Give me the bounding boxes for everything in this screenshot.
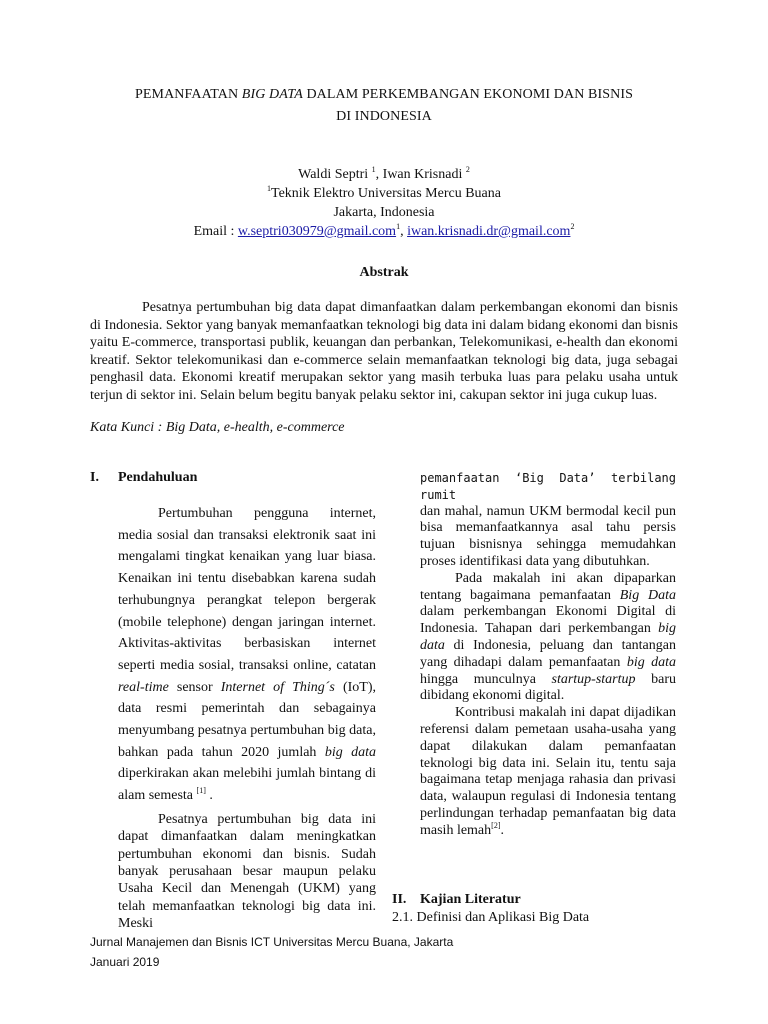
affiliation-sup: 1 [267, 184, 272, 193]
paragraph-text: baru dibidang ekonomi digital. [420, 671, 676, 704]
title-line-1 [80, 84, 688, 106]
author-block [80, 165, 688, 241]
footer-journal-name: Jurnal Manajemen dan Bisnis ICT Universitas Mercu Buana, Jakarta [90, 935, 454, 949]
section-2-number: II. [392, 892, 407, 907]
subsection-2-1-heading: 2.1. Definisi dan Aplikasi Big Data [392, 910, 590, 925]
section-2-title: Kajian Literatur [420, 892, 521, 907]
paragraph-text: sensor [168, 679, 221, 695]
footer-date: Januari 2019 [90, 955, 160, 969]
email-link-1[interactable]: w.septri030979@gmail.com [237, 224, 397, 239]
column-right [420, 470, 676, 840]
author-names [80, 165, 688, 184]
abstract-body [90, 299, 678, 405]
keywords: Kata Kunci : Big Data, e-health, e-commerce [90, 420, 345, 435]
citation-ref: [2] [491, 820, 501, 830]
paragraph-text: Pada makalah ini akan dipaparkan tentang bagaimana pemanfaatan [420, 570, 676, 603]
author-2-sup: 2 [465, 165, 470, 174]
email-label: Email : [193, 224, 238, 239]
italic-term: big data [324, 744, 377, 760]
column-left [118, 503, 376, 933]
author-separator: , [375, 167, 383, 182]
column-right-first-line: pemanfaatan ‘Big Data’ terbilang rumit [420, 471, 676, 502]
paragraph-1 [118, 503, 376, 807]
paragraph-text: . [500, 822, 504, 838]
abstract-text: Pesatnya pertumbuhan big data dapat dimanfaatkan dalam perkembangan ekonomi dan bisnis di Indonesia. Sektor yang banyak memanfaatkan teknologi big data ini dalam bidang ekonomi dan bisnis yaitu E-commerce, transportasi publik, keuangan dan perbankan, Telekomunikasi, e-health dan ekonomi kreatif. Sektor telekomunikasi dan e-commerce selain memanfaatkan teknologi big data, juga sebagai penghasil data. Ekonomi kreatif merupakan sektor yang masih terbuka luas para pelaku usaha untuk terjun di sektor ini. Selain belum begitu banyak pelaku sektor ini, cakupan sektor ini juga cukup luas. [90, 300, 678, 403]
section-1-heading [90, 470, 197, 486]
section-1-title: Pendahuluan [118, 470, 198, 485]
paper-title [80, 84, 688, 128]
location: Jakarta, Indonesia [333, 205, 435, 220]
paragraph-4 [420, 571, 676, 705]
italic-term: big data [626, 654, 677, 670]
paragraph-text: diperkirakan akan melebihi jumlah bintang di alam semesta [118, 766, 376, 804]
paragraph-text: (IoT), data resmi pemerintah dan sebagainya menyumbang pesatnya pertumbuhan big data, bahkan pada tahun 2020 jumlah [118, 679, 376, 760]
author-2: Iwan Krisnadi [382, 167, 466, 182]
italic-term: Big Data [619, 587, 676, 603]
italic-term: real-time [118, 679, 169, 695]
title-italic-text: BIG DATA [241, 87, 303, 102]
affiliation [80, 184, 688, 203]
paragraph-2: Pesatnya pertumbuhan big data ini dapat dimanfaatkan dalam meningkatkan pertumbuhan ekonomi dan bisnis. Sudah banyak perusahaan besar maupun pelaku Usaha Kecil dan Menengah (UKM) yang telah memanfaatkan teknologi big data ini. Meski [118, 811, 376, 932]
title-text: PEMANFAATAN [135, 87, 242, 102]
paragraph-3: dan mahal, namun UKM bermodal kecil pun bisa memanfaatkannya asal tahu persis tujuan bisnisnya sehingga memudahkan proses identifikasi data yang dibutuhkan. [420, 503, 676, 569]
citation-ref: [1] [196, 786, 206, 796]
italic-term: big data [420, 621, 676, 653]
email-2-sup: 2 [570, 222, 575, 231]
section-1-number: I. [90, 470, 99, 485]
italic-term: startup-startup [551, 671, 636, 687]
paragraph-text: hingga munculnya [420, 671, 552, 687]
abstract-heading: Abstrak [359, 265, 409, 280]
paragraph-text: Pertumbuhan pengguna internet, media sosial dan transaksi elektronik saat ini mengalami tingkat kenaikan yang luar biasa. Kenaikan ini tentu disebabkan karena sudah terhubungnya perangkat telepon bergerak (mobile telephone) dengan jaringan internet. Aktivitas-aktivitas berbasiskan internet seperti media sosial, transaksi online, catatan [118, 506, 376, 673]
title-line-2: DI INDONESIA [336, 109, 432, 124]
italic-term: Internet of Thing´s [220, 679, 335, 695]
author-1-sup: 1 [371, 165, 376, 174]
author-1: Waldi Septri [298, 167, 372, 182]
paragraph-text: di Indonesia, peluang dan tantangan yang dihadapi dalam pemanfaatan [420, 637, 676, 670]
paragraph-text: . [205, 788, 213, 804]
journal-footer [90, 932, 453, 972]
email-separator: , [400, 224, 408, 239]
paragraph-text: Kontribusi makalah ini dapat dijadikan referensi dalam pemetaan usaha-usaha yang dapat dilakukan dalam pemanfaatan teknologi big data ini. Selain itu, tentu saja bagaimana tetap menjaga rahasia dan privasi data, walaupun regulasi di Indonesia tentang perlindungan terhadap pemanfaatan big data masih lemah [420, 705, 676, 838]
email-line [80, 222, 688, 241]
paragraph-text: dalam perkembangan Ekonomi Digital di Indonesia. Tahapan dari perkembangan [420, 604, 676, 637]
email-1-sup: 1 [396, 222, 401, 231]
title-text-end: DALAM PERKEMBANGAN EKONOMI DAN BISNIS [302, 87, 633, 102]
affiliation-text: Teknik Elektro Universitas Mercu Buana [271, 186, 501, 201]
paragraph-5 [420, 705, 676, 839]
email-link-2[interactable]: iwan.krisnadi.dr@gmail.com [407, 224, 571, 239]
section-2-heading [392, 892, 521, 908]
